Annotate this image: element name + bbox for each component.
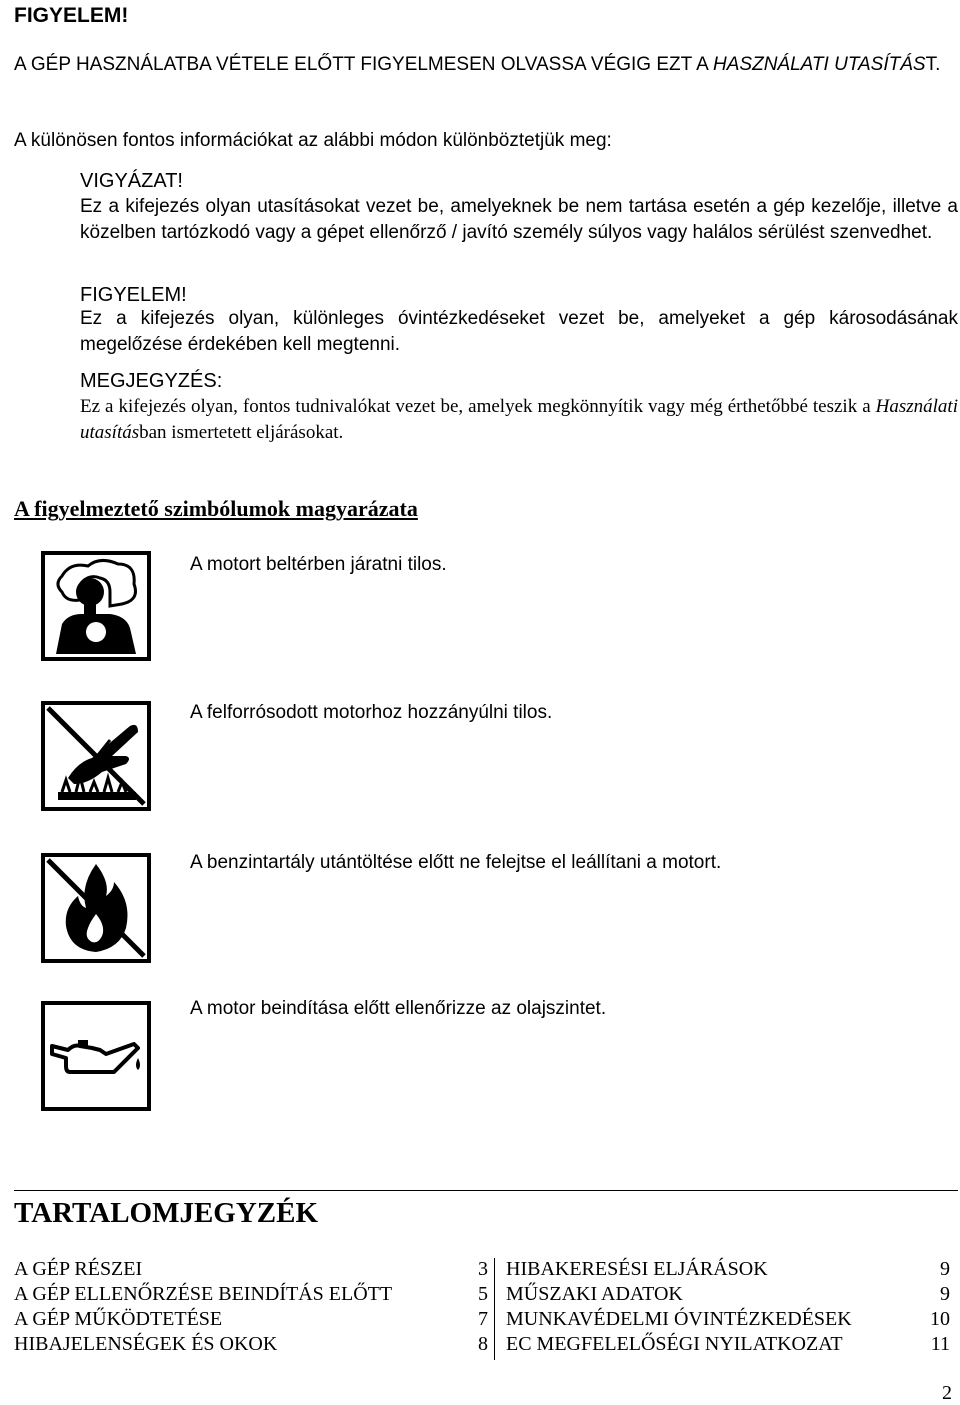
toc-page: 11 (930, 1333, 950, 1355)
intro-distinguish: A különösen fontos információkat az alábbi módon különböztetjük meg: (14, 130, 612, 151)
no-indoor-engine-icon (40, 550, 152, 662)
vigyazat-text: Ez a kifejezés olyan utasításokat vezet be, amelyeknek be nem tartása esetén a gép kezelője, illetve a közelben tartózkodó vagy a gépet ellenőrző / javító személy súlyos vagy halálos sérülést szenvedhet. (80, 196, 958, 243)
figyelem-label: FIGYELEM! (80, 284, 187, 306)
symbol-caption-1: A motort beltérben járatni tilos. (190, 554, 447, 575)
figyelem-text: Ez a kifejezés olyan, különleges óvintézkedéseket vezet be, amelyeket a gép károsodásának megelőzése érdekében kell megtenni. (80, 308, 958, 355)
toc-page: 9 (940, 1283, 950, 1305)
toc-page: 7 (478, 1308, 488, 1330)
toc-page: 5 (478, 1283, 488, 1305)
toc-divider (494, 1258, 495, 1360)
no-fire-icon (40, 852, 152, 964)
megjegyzes-label: MEGJEGYZÉS: (80, 370, 223, 392)
toc-entry[interactable]: EC MEGFELELŐSÉGI NYILATKOZAT (506, 1333, 843, 1355)
symbol-caption-4: A motor beindítása előtt ellenőrizze az olajszintet. (190, 998, 607, 1019)
symbol-caption-3: A benzintartály utántöltése előtt ne felejtse el leállítani a motort. (190, 852, 722, 873)
toc-entry[interactable]: HIBAKERESÉSI ELJÁRÁSOK (506, 1258, 768, 1280)
toc-entry[interactable]: MUNKAVÉDELMI ÓVINTÉZKEDÉSEK (506, 1308, 852, 1330)
symbols-heading: A figyelmeztető szimbólumok magyarázata (14, 496, 418, 521)
toc-entry[interactable]: A GÉP MŰKÖDTETÉSE (14, 1308, 223, 1330)
toc-page: 9 (940, 1258, 950, 1280)
megjegyzes-text: Ez a kifejezés olyan, fontos tudnivalókat vezet be, amelyek megkönnyítik vagy még érthetőbbé teszik a Használati utasításban ismertetett eljárásokat. (80, 396, 958, 443)
intro-warning: A GÉP HASZNÁLATBA VÉTELE ELŐTT FIGYELMESEN OLVASSA VÉGIG EZT A HASZNÁLATI UTASÍTÁST. (14, 54, 941, 75)
toc-entry[interactable]: MŰSZAKI ADATOK (506, 1283, 683, 1305)
toc-title: TARTALOMJEGYZÉK (14, 1190, 958, 1230)
toc-entry[interactable]: A GÉP RÉSZEI (14, 1258, 143, 1280)
vigyazat-label: VIGYÁZAT! (80, 170, 183, 192)
toc-page: 10 (930, 1308, 950, 1330)
oil-can-icon (40, 1000, 152, 1112)
symbol-caption-2: A felforrósodott motorhoz hozzányúlni tilos. (190, 702, 553, 723)
page-number: 2 (942, 1382, 952, 1404)
toc-page: 8 (478, 1333, 488, 1355)
page-title: FIGYELEM! (14, 4, 129, 27)
no-touch-hot-engine-icon (40, 700, 152, 812)
toc-entry[interactable]: HIBAJELENSÉGEK ÉS OKOK (14, 1333, 278, 1355)
toc-entry[interactable]: A GÉP ELLENŐRZÉSE BEINDÍTÁS ELŐTT (14, 1283, 393, 1305)
toc-page: 3 (478, 1258, 488, 1280)
